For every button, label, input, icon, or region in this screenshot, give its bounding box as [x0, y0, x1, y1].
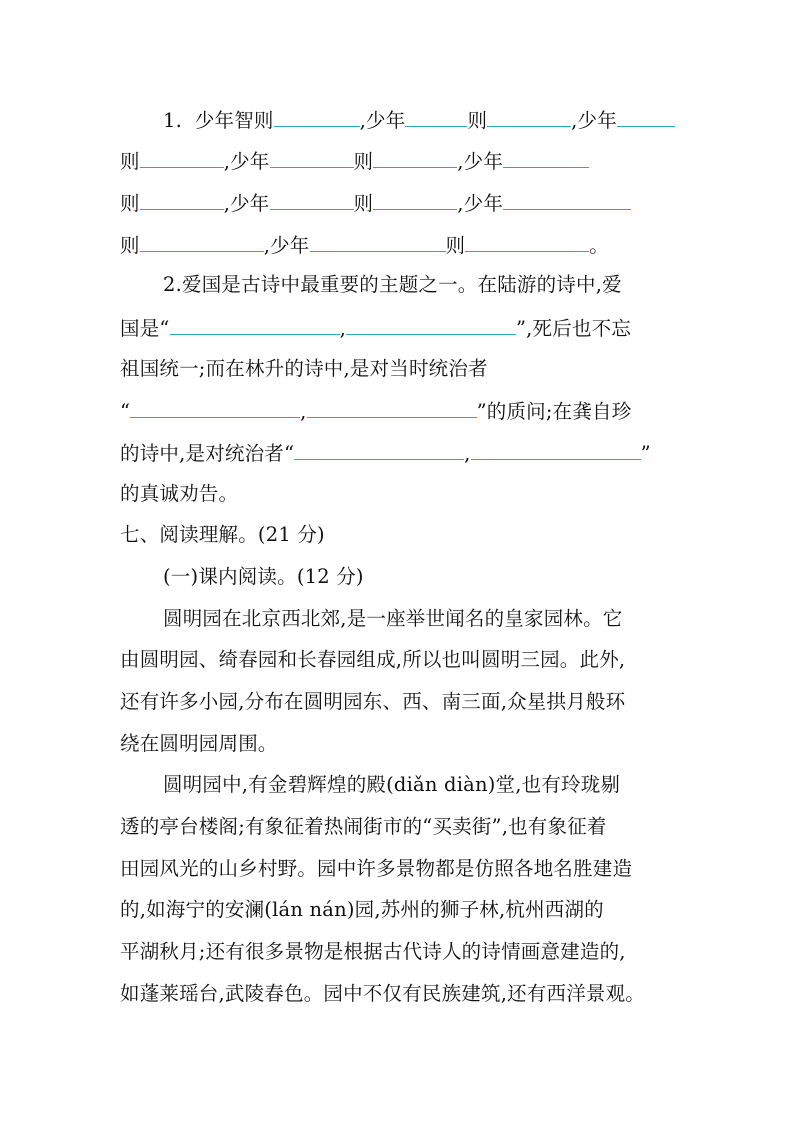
q1-number: 1. [163, 109, 183, 132]
passage-line: 透的亭台楼阁;有象征着热闹街市的“买卖街”,也有象征着 [120, 815, 607, 838]
answer-blank[interactable] [465, 231, 589, 252]
q1-text: 则 [120, 150, 140, 173]
passage-line: 圆明园中,有金碧辉煌的殿(diǎn diàn)堂,也有玲珑剔 [163, 773, 621, 796]
q2-text: 国是“ [120, 317, 170, 340]
q2-line-5 [120, 439, 651, 467]
q1-text: ,少年 [571, 109, 617, 132]
answer-blank[interactable] [373, 147, 457, 168]
answer-blank[interactable] [471, 439, 641, 460]
q1-text: ,少年 [457, 192, 504, 215]
answer-blank[interactable] [270, 189, 354, 210]
answer-blank[interactable] [503, 147, 589, 168]
answer-blank[interactable] [140, 189, 224, 210]
passage-line: 绕在圆明园周围。 [120, 732, 278, 755]
answer-blank[interactable] [346, 314, 516, 335]
passage-line: 圆明园在北京西北郊,是一座举世闻名的皇家园林。它 [163, 607, 623, 630]
passage-line: 由圆明园、绮春园和长春园组成,所以也叫圆明三园。此外, [120, 648, 626, 671]
section-heading: 七、阅读理解。(21 分) [120, 523, 325, 546]
answer-blank[interactable] [503, 189, 631, 210]
answer-blank[interactable] [617, 106, 675, 127]
answer-blank[interactable] [130, 397, 300, 418]
q1-text: ,少年 [223, 192, 270, 215]
q1-text: 。 [589, 234, 609, 257]
q1-text: 则 [445, 234, 466, 257]
answer-blank[interactable] [274, 106, 360, 127]
answer-blank[interactable] [170, 314, 340, 335]
q1-text: 则 [467, 109, 488, 132]
q1-line-1 [163, 106, 675, 134]
answer-blank[interactable] [310, 231, 446, 252]
q2-line-3: 祖国统一;而在林升的诗中,是对当时统治者 [120, 357, 488, 380]
q2-text: 的诗中,是对统治者“ [120, 442, 295, 465]
section-subheading: (一)课内阅读。(12 分) [163, 565, 364, 588]
answer-blank[interactable] [405, 106, 467, 127]
q2-line-1: 2.爱国是古诗中最重要的主题之一。在陆游的诗中,爱 [163, 273, 622, 296]
passage-line: 的,如海宁的安澜(lán nán)园,苏州的狮子林,杭州西湖的 [120, 898, 604, 921]
answer-blank[interactable] [140, 147, 224, 168]
answer-blank[interactable] [307, 397, 477, 418]
passage-line: 田园风光的山乡村野。园中许多景物都是仿照各地名胜建造 [120, 857, 633, 880]
q2-text: ”,死后也不忘 [515, 317, 632, 340]
q2-text: “ [120, 400, 131, 423]
q2-text: ” [640, 442, 651, 465]
q1-text: 则 [353, 192, 374, 215]
answer-blank[interactable] [270, 147, 354, 168]
q1-line-2 [120, 147, 589, 175]
q2-line-2 [120, 314, 631, 342]
passage-line: 平湖秋月;还有很多景物是根据古代诗人的诗情画意建造的, [120, 940, 626, 963]
q2-line-4 [120, 397, 631, 425]
passage-line: 如蓬莱瑶台,武陵春色。园中不仅有民族建筑,还有西洋景观。 [120, 982, 645, 1005]
q1-line-3 [120, 189, 631, 217]
q1-text: 则 [120, 234, 140, 257]
q1-text: 则 [120, 192, 140, 215]
q1-text: ,少年 [263, 234, 310, 257]
q1-text: ,少年 [223, 150, 270, 173]
q1-text: 则 [353, 150, 374, 173]
answer-blank[interactable] [294, 439, 464, 460]
q2-text: , [339, 317, 346, 340]
answer-blank[interactable] [140, 231, 264, 252]
q2-text: , [300, 400, 307, 423]
q2-line-6: 的真诚劝告。 [120, 482, 239, 505]
q1-line-4 [120, 231, 609, 259]
q1-text: 少年智则 [194, 109, 274, 132]
q1-text: ,少年 [457, 150, 504, 173]
q2-text: ”的质问;在龚自珍 [476, 400, 632, 423]
q1-text: ,少年 [359, 109, 406, 132]
q2-text: , [464, 442, 471, 465]
answer-blank[interactable] [487, 106, 571, 127]
passage-line: 还有许多小园,分布在圆明园东、西、南三面,众星拱月般环 [120, 690, 626, 713]
answer-blank[interactable] [373, 189, 457, 210]
